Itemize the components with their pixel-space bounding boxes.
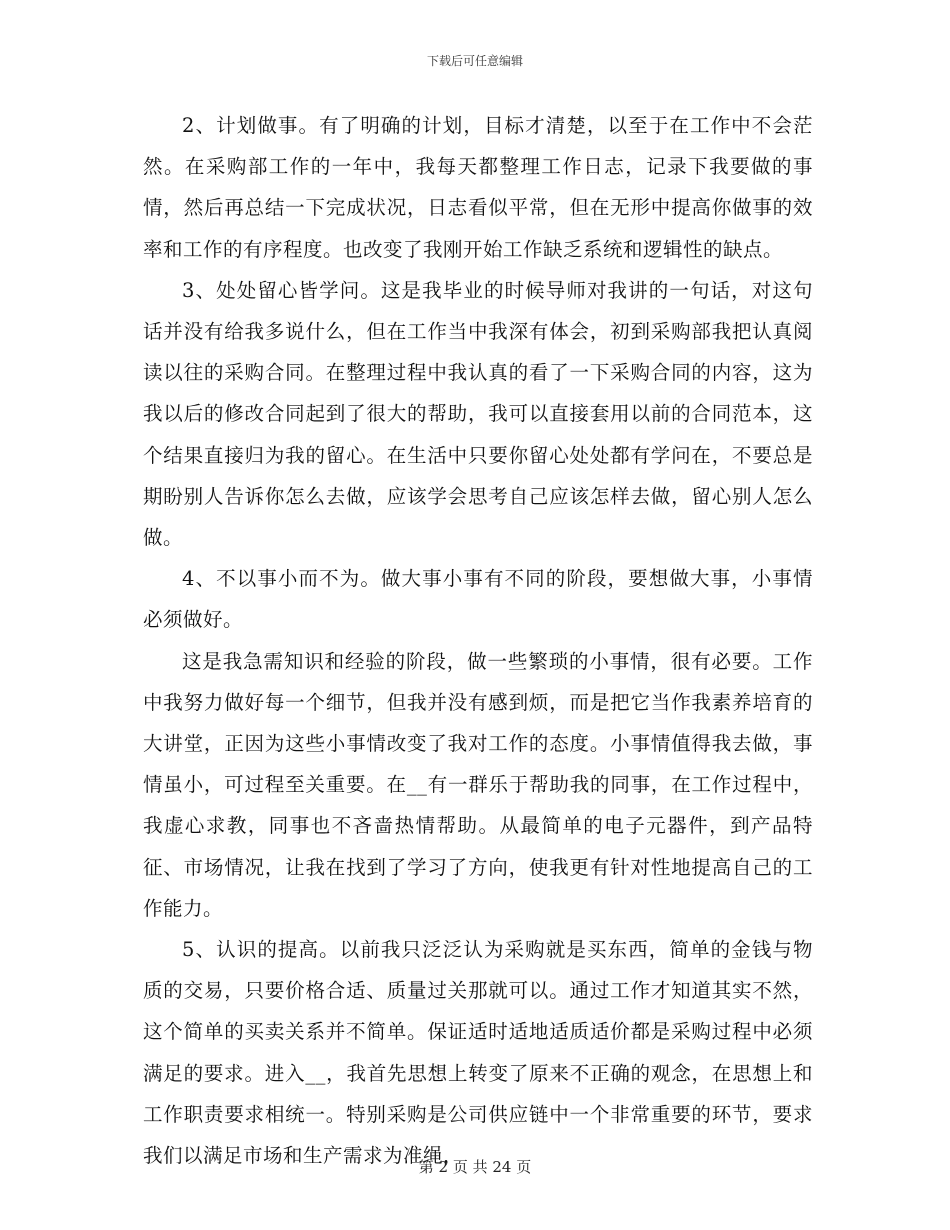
page-number-footer: 第 2 页 共 24 页 xyxy=(418,1158,532,1176)
document-body xyxy=(143,105,813,1176)
paragraph-plan-work: 2、计划做事。有了明确的计划，目标才清楚，以至于在工作中不会茫然。在采购部工作的一年中，我每天都整理工作日志，记录下我要做的事情，然后再总结一下完成状况，日志看似平常，但在无形中提高你做事的效率和工作的有序程度。也改变了我刚开始工作缺乏系统和逻辑性的缺点。 xyxy=(143,114,813,261)
paragraph-improved-understanding: 5、认识的提高。以前我只泛泛认为采购就是买东西，简单的金钱与物质的交易，只要价格合适、质量过关那就可以。通过工作才知道其实不然，这个简单的买卖关系并不简单。保证适时适地适质适价都是采购过程中必须满足的要求。进入__，我首先思想上转变了原来不正确的观念，在思想上和工作职责要求相统一。特别采购是公司供应链中一个非常重要的环节，要求我们以满足市场和生产需求为准绳， xyxy=(143,938,813,1168)
paragraph-small-matters: 4、不以事小而不为。做大事小事有不同的阶段，要想做大事，小事情必须做好。 xyxy=(143,567,813,632)
page-header: 下载后可任意编辑 xyxy=(426,54,523,68)
paragraph-small-matters-detail: 这是我急需知识和经验的阶段，做一些繁琐的小事情，很有必要。工作中我努力做好每一个细节，但我并没有感到烦，而是把它当作我素养培育的大讲堂，正因为这些小事情改变了我对工作的态度。小事情值得我去做，事情虽小，可过程至关重要。在__有一群乐于帮助我的同事，在工作过程中，我虚心求教，同事也不吝啬热情帮助。从最简单的电子元器件，到产品特征、市场情况，让我在找到了学习了方向，使我更有针对性地提高自己的工作能力。 xyxy=(143,649,813,920)
paragraph-attentive-learning: 3、处处留心皆学问。这是我毕业的时候导师对我讲的一句话，对这句话并没有给我多说什么，但在工作当中我深有体会，初到采购部我把认真阅读以往的采购合同。在整理过程中我认真的看了一下采购合同的内容，这为我以后的修改合同起到了很大的帮助，我可以直接套用以前的合同范本，这个结果直接归为我的留心。在生活中只要你留心处处都有学问在，不要总是期盼别人告诉你怎么去做，应该学会思考自己应该怎样去做，留心别人怎么做。 xyxy=(143,278,813,550)
